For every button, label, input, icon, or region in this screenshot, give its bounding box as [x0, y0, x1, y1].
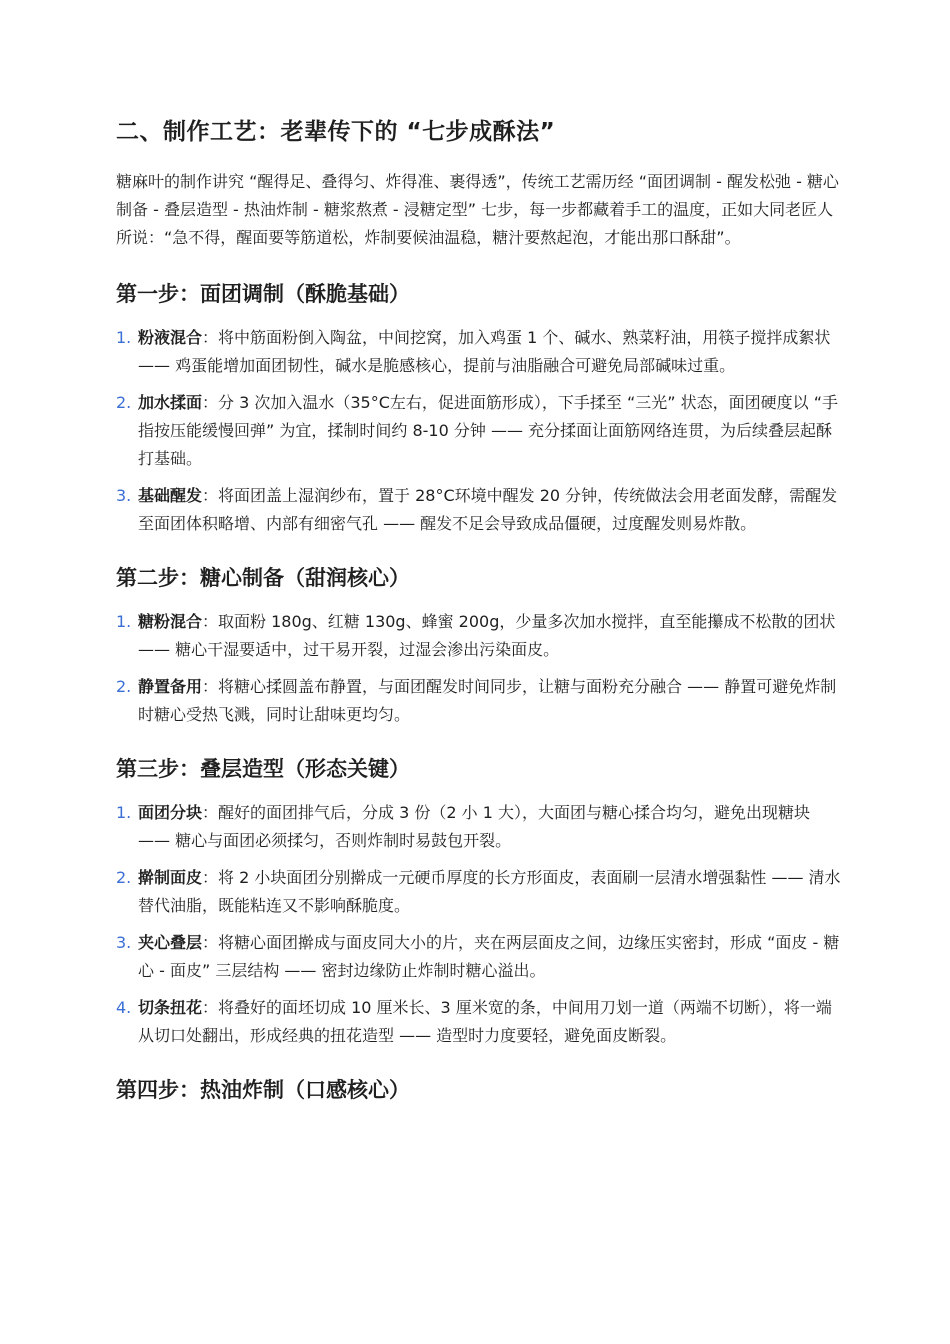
step-title: 第三步：叠层造型（形态关键） — [116, 757, 410, 781]
list-item — [116, 929, 846, 985]
list-number: 1. — [116, 612, 132, 631]
list-item — [116, 482, 846, 538]
section-title: 二、制作工艺：老辈传下的 “七步成酥法” — [116, 119, 556, 145]
list-number: 2. — [116, 393, 132, 412]
item-text: ：分 3 次加入温水（35°C左右，促进面筋形成），下手揉至 “三光” 状态，面团硬度以 “手指按压能缓慢回弹” 为宜，揉制时间约 8-10 分钟 —— 充分揉面让面筋网络连贯，为后续叠层起酥打基础。 — [138, 393, 839, 468]
list-number: 2. — [116, 868, 132, 887]
item-label: 静置备用 — [138, 677, 203, 696]
item-label: 面团分块 — [138, 803, 203, 822]
list-number: 1. — [116, 803, 132, 822]
item-text: ：将叠好的面坯切成 10 厘米长、3 厘米宽的条，中间用刀划一道（两端不切断），将一端从切口处翻出，形成经典的扭花造型 —— 造型时力度要轻，避免面皮断裂。 — [138, 998, 832, 1045]
intro-paragraph: 糖麻叶的制作讲究 “醒得足、叠得匀、炸得准、裹得透”，传统工艺需历经 “面团调制 - 醒发松弛 - 糖心制备 - 叠层造型 - 热油炸制 - 糖浆熬煮 - 浸糖定型” 七步，每一步都藏着手工的温度，正如大同老匠人所说：“急不得，醒面要等筋道松，炸制要候油温稳，糖汁要熬起泡，才能出那口酥甜”。 — [116, 172, 839, 247]
step-title: 第二步：糖心制备（甜润核心） — [116, 566, 410, 590]
list-item — [116, 864, 846, 920]
item-text: ：将中筋面粉倒入陶盆，中间挖窝，加入鸡蛋 1 个、碱水、熟菜籽油，用筷子搅拌成絮状 —— 鸡蛋能增加面团韧性，碱水是脆感核心，提前与油脂融合可避免局部碱味过重。 — [138, 328, 831, 375]
step-list — [116, 324, 846, 538]
item-text: ：将面团盖上湿润纱布，置于 28°C环境中醒发 20 分钟，传统做法会用老面发酵，需醒发至面团体积略增、内部有细密气孔 —— 醒发不足会导致成品僵硬，过度醒发则易炸散。 — [138, 486, 838, 533]
list-number: 2. — [116, 677, 132, 696]
list-item — [116, 673, 846, 729]
list-item — [116, 994, 846, 1050]
item-text: ：将 2 小块面团分别擀成一元硬币厚度的长方形面皮，表面刷一层清水增强黏性 —— 清水替代油脂，既能粘连又不影响酥脆度。 — [138, 868, 841, 915]
item-label: 基础醒发 — [138, 486, 203, 505]
step-title: 第一步：面团调制（酥脆基础） — [116, 282, 410, 306]
steps-container — [116, 276, 846, 1108]
list-item — [116, 324, 846, 380]
item-text: ：将糖心面团擀成与面皮同大小的片，夹在两层面皮之间，边缘压实密封，形成 “面皮 - 糖心 - 面皮” 三层结构 —— 密封边缘防止炸制时糖心溢出。 — [138, 933, 840, 980]
list-item — [116, 389, 846, 473]
step-list — [116, 608, 846, 729]
item-text: ：取面粉 180g、红糖 130g、蜂蜜 200g，少量多次加水搅拌，直至能攥成不松散的团状 —— 糖心干湿要适中，过干易开裂，过湿会渗出污染面皮。 — [138, 612, 836, 659]
list-number: 3. — [116, 486, 132, 505]
list-number: 4. — [116, 998, 132, 1017]
item-label: 加水揉面 — [138, 393, 203, 412]
list-item — [116, 799, 846, 855]
item-text: ：将糖心揉圆盖布静置，与面团醒发时间同步，让糖与面粉充分融合 —— 静置可避免炸制时糖心受热飞溅，同时让甜味更均匀。 — [138, 677, 837, 724]
item-label: 切条扭花 — [138, 998, 203, 1017]
list-number: 3. — [116, 933, 132, 952]
item-label: 夹心叠层 — [138, 933, 203, 952]
item-text: ：醒好的面团排气后，分成 3 份（2 小 1 大），大面团与糖心揉合均匀，避免出现糖块 —— 糖心与面团必须揉匀，否则炸制时易鼓包开裂。 — [138, 803, 810, 850]
step-list — [116, 799, 846, 1050]
item-label: 擀制面皮 — [138, 868, 203, 887]
list-number: 1. — [116, 328, 132, 347]
document-page — [116, 112, 846, 1120]
step-title: 第四步：热油炸制（口感核心） — [116, 1078, 410, 1102]
item-label: 粉液混合 — [138, 328, 203, 347]
list-item — [116, 608, 846, 664]
item-label: 糖粉混合 — [138, 612, 203, 631]
